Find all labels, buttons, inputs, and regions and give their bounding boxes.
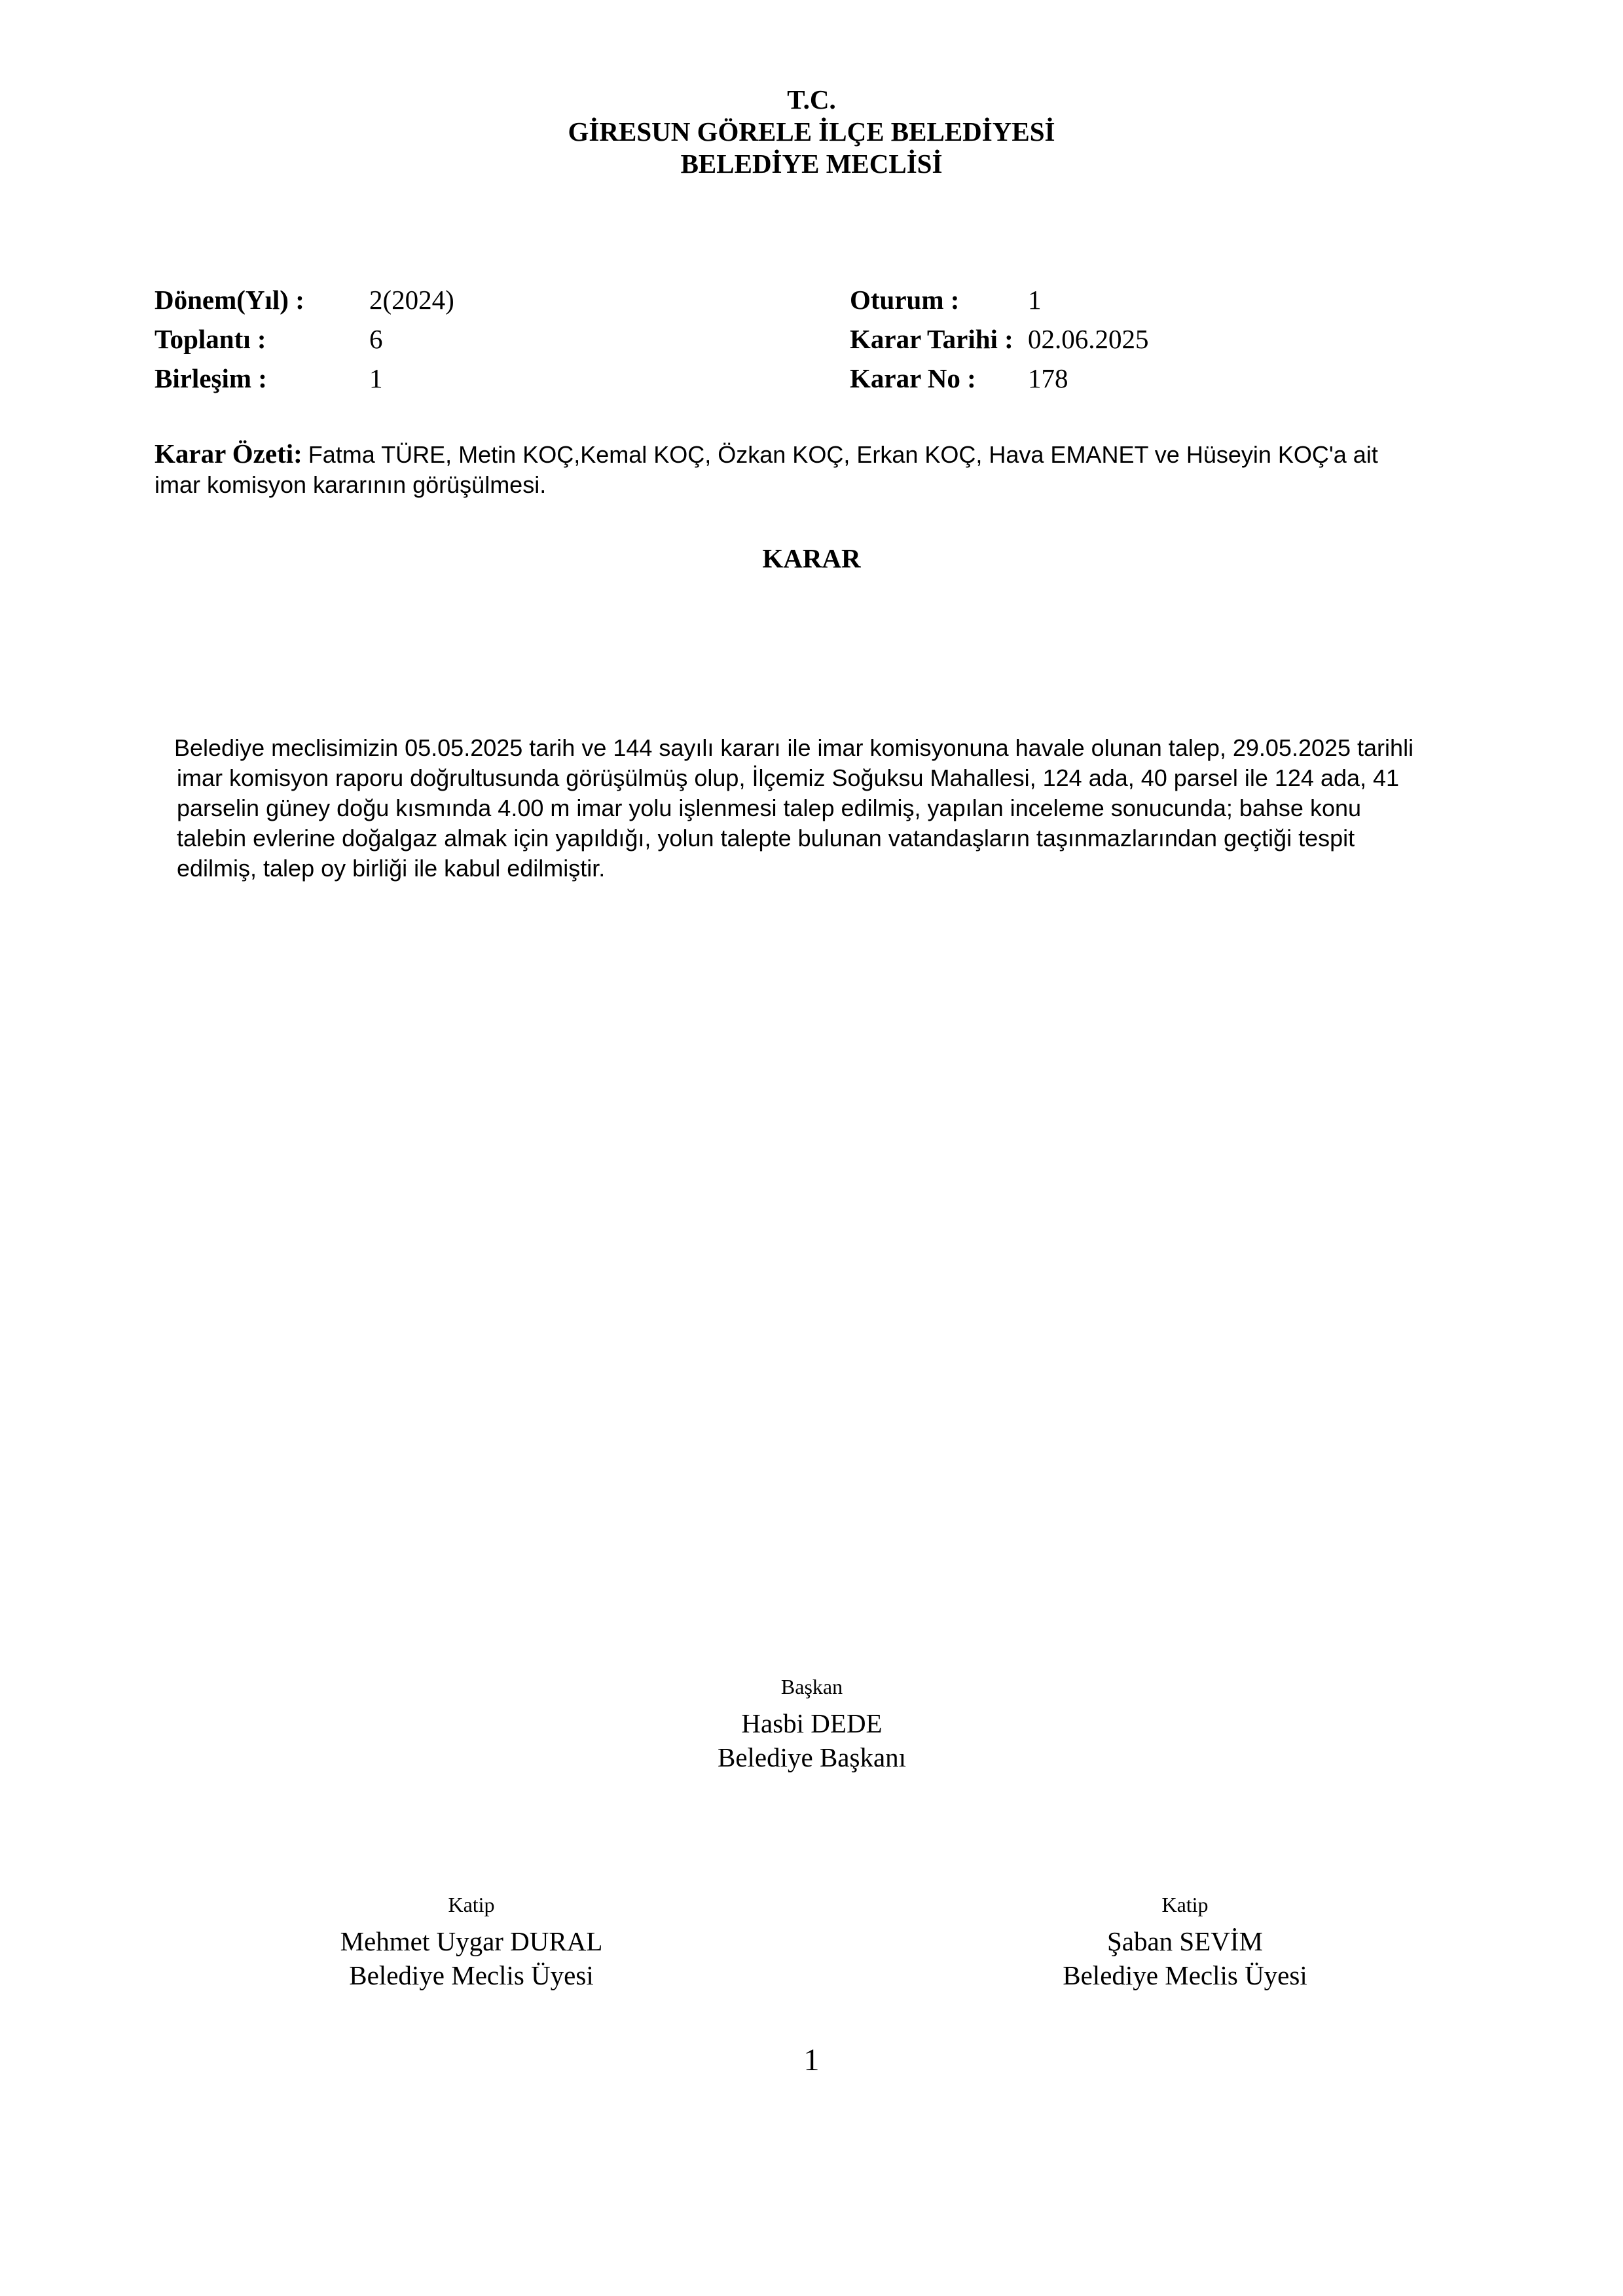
body-line-2: imar komisyon raporu doğrultusunda görüşülmüş olup, İlçemiz Soğuksu Mahallesi, 124 ada, 40 parsel ile 124 ada, 41 [177, 764, 1400, 791]
header-council: BELEDİYE MECLİSİ [680, 149, 943, 179]
document-header [0, 84, 1623, 180]
meta-table [0, 280, 1623, 411]
meta-row-3 [0, 359, 1623, 398]
ozet-text-2: imar komisyon kararının görüşülmesi. [155, 471, 547, 498]
oturum-label: Oturum : [850, 285, 960, 315]
donem-value: 2(2024) [369, 285, 454, 315]
baskan-role: Başkan [780, 1675, 843, 1698]
toplanti-value: 6 [369, 324, 383, 354]
body-line-3: parselin güney doğu kısmında 4.00 m imar yolu işlenmesi talep edilmiş, yapılan inceleme sonucunda; bahse konu [177, 795, 1362, 821]
body-line-5: edilmiş, talep oy birliği ile kabul edilmiştir. [177, 855, 606, 882]
oturum-value: 1 [1028, 285, 1042, 315]
katip2-title: Belediye Meclis Üyesi [1063, 1960, 1307, 1990]
karar-tarihi-label: Karar Tarihi : [850, 324, 1013, 354]
donem-label: Dönem(Yıl) : [155, 285, 304, 315]
katip1-signature [275, 1890, 668, 1992]
katip1-role: Katip [448, 1893, 495, 1916]
katip1-title: Belediye Meclis Üyesi [349, 1960, 594, 1990]
page-number: 1 [803, 2043, 820, 2077]
katip1-name: Mehmet Uygar DURAL [340, 1926, 603, 1956]
meta-row-2 [0, 319, 1623, 359]
katip2-signature [989, 1890, 1381, 1992]
karar-tarihi-value: 02.06.2025 [1028, 324, 1149, 354]
baskan-name: Hasbi DEDE [741, 1708, 883, 1738]
body-line-4: talebin evlerine doğalgaz almak için yapıldığı, yolun talepte bulunan vatandaşların taşınmazlarından geçtiği tespit [177, 825, 1355, 852]
baskan-signature [615, 1672, 1008, 1774]
birlesim-label: Birleşim : [155, 363, 267, 393]
header-municipality: GİRESUN GÖRELE İLÇE BELEDİYESİ [568, 117, 1055, 147]
karar-ozeti [155, 439, 1490, 500]
karar-no-value: 178 [1028, 363, 1068, 393]
katip2-name: Şaban SEVİM [1106, 1926, 1263, 1956]
body-line-1: Belediye meclisimizin 05.05.2025 tarih ve 144 sayılı kararı ile imar komisyonuna havale olunan talep, 29.05.2025 tarihli [174, 734, 1414, 761]
ozet-label: Karar Özeti: [155, 439, 302, 469]
karar-heading: KARAR [762, 543, 861, 573]
ozet-text-1: Fatma TÜRE, Metin KOÇ,Kemal KOÇ, Özkan KOÇ, Erkan KOÇ, Hava EMANET ve Hüseyin KOÇ'a ait [308, 441, 1378, 468]
birlesim-value: 1 [369, 363, 383, 393]
toplanti-label: Toplantı : [155, 324, 266, 354]
meta-row-1 [0, 280, 1623, 319]
karar-body [174, 733, 1480, 884]
baskan-title: Belediye Başkanı [717, 1742, 907, 1772]
karar-no-label: Karar No : [850, 363, 976, 393]
header-tc: T.C. [787, 84, 836, 115]
ozet-line-1 [155, 439, 1490, 470]
katip2-role: Katip [1161, 1893, 1209, 1916]
